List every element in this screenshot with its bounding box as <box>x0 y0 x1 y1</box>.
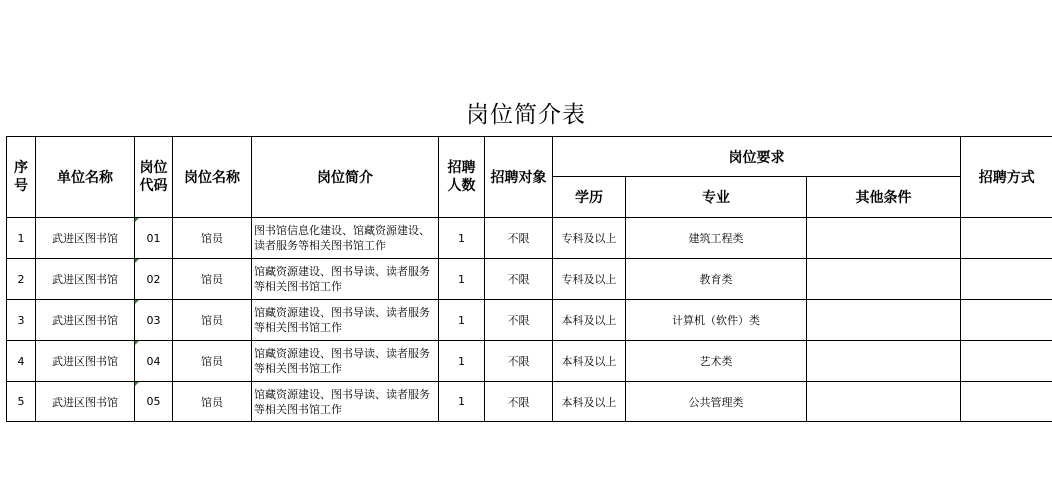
cell-intro: 图书馆信息化建设、馆藏资源建设、读者服务等相关图书馆工作 <box>252 218 439 259</box>
cell-method <box>961 341 1052 382</box>
cell-unit: 武进区图书馆 <box>36 218 135 259</box>
cell-education: 本科及以上 <box>553 382 626 422</box>
cell-code: 04 <box>135 341 173 382</box>
header-count: 招聘人数 <box>439 137 485 218</box>
cell-education: 专科及以上 <box>553 259 626 300</box>
cell-seq: 5 <box>7 382 36 422</box>
cell-count: 1 <box>439 382 485 422</box>
cell-target: 不限 <box>485 218 553 259</box>
cell-target: 不限 <box>485 259 553 300</box>
cell-major: 教育类 <box>626 259 807 300</box>
cell-unit: 武进区图书馆 <box>36 259 135 300</box>
header-seq: 序号 <box>7 137 36 218</box>
header-requirements: 岗位要求 <box>553 137 961 177</box>
cell-other <box>807 341 961 382</box>
header-major: 专业 <box>626 177 807 218</box>
header-education: 学历 <box>553 177 626 218</box>
cell-count: 1 <box>439 300 485 341</box>
cell-method <box>961 259 1052 300</box>
cell-count: 1 <box>439 218 485 259</box>
table-row <box>7 218 1052 259</box>
positions-table <box>6 136 1052 422</box>
header-position-name: 岗位名称 <box>173 137 252 218</box>
cell-method <box>961 218 1052 259</box>
cell-unit: 武进区图书馆 <box>36 341 135 382</box>
header-unit: 单位名称 <box>36 137 135 218</box>
cell-other <box>807 259 961 300</box>
cell-position-name: 馆员 <box>173 300 252 341</box>
cell-intro: 馆藏资源建设、图书导读、读者服务等相关图书馆工作 <box>252 382 439 422</box>
cell-seq: 1 <box>7 218 36 259</box>
cell-major: 公共管理类 <box>626 382 807 422</box>
cell-seq: 2 <box>7 259 36 300</box>
cell-other <box>807 218 961 259</box>
table-row <box>7 382 1052 422</box>
cell-intro: 馆藏资源建设、图书导读、读者服务等相关图书馆工作 <box>252 341 439 382</box>
header-other: 其他条件 <box>807 177 961 218</box>
cell-seq: 3 <box>7 300 36 341</box>
cell-major: 计算机（软件）类 <box>626 300 807 341</box>
table-row <box>7 300 1052 341</box>
cell-method <box>961 382 1052 422</box>
header-code: 岗位代码 <box>135 137 173 218</box>
cell-major: 建筑工程类 <box>626 218 807 259</box>
cell-count: 1 <box>439 259 485 300</box>
cell-code: 01 <box>135 218 173 259</box>
header-target: 招聘对象 <box>485 137 553 218</box>
cell-position-name: 馆员 <box>173 341 252 382</box>
cell-position-name: 馆员 <box>173 382 252 422</box>
cell-target: 不限 <box>485 341 553 382</box>
cell-position-name: 馆员 <box>173 259 252 300</box>
cell-major: 艺术类 <box>626 341 807 382</box>
header-method: 招聘方式 <box>961 137 1052 218</box>
cell-unit: 武进区图书馆 <box>36 300 135 341</box>
cell-count: 1 <box>439 341 485 382</box>
cell-education: 专科及以上 <box>553 218 626 259</box>
cell-other <box>807 300 961 341</box>
table-row <box>7 259 1052 300</box>
cell-position-name: 馆员 <box>173 218 252 259</box>
table-row <box>7 341 1052 382</box>
cell-intro: 馆藏资源建设、图书导读、读者服务等相关图书馆工作 <box>252 259 439 300</box>
page-title: 岗位简介表 <box>466 102 586 128</box>
cell-method <box>961 300 1052 341</box>
cell-unit: 武进区图书馆 <box>36 382 135 422</box>
cell-target: 不限 <box>485 382 553 422</box>
cell-seq: 4 <box>7 341 36 382</box>
cell-education: 本科及以上 <box>553 300 626 341</box>
cell-code: 05 <box>135 382 173 422</box>
cell-other <box>807 382 961 422</box>
cell-code: 02 <box>135 259 173 300</box>
cell-target: 不限 <box>485 300 553 341</box>
cell-code: 03 <box>135 300 173 341</box>
header-row <box>7 137 1052 177</box>
cell-education: 本科及以上 <box>553 341 626 382</box>
cell-intro: 馆藏资源建设、图书导读、读者服务等相关图书馆工作 <box>252 300 439 341</box>
header-intro: 岗位简介 <box>252 137 439 218</box>
